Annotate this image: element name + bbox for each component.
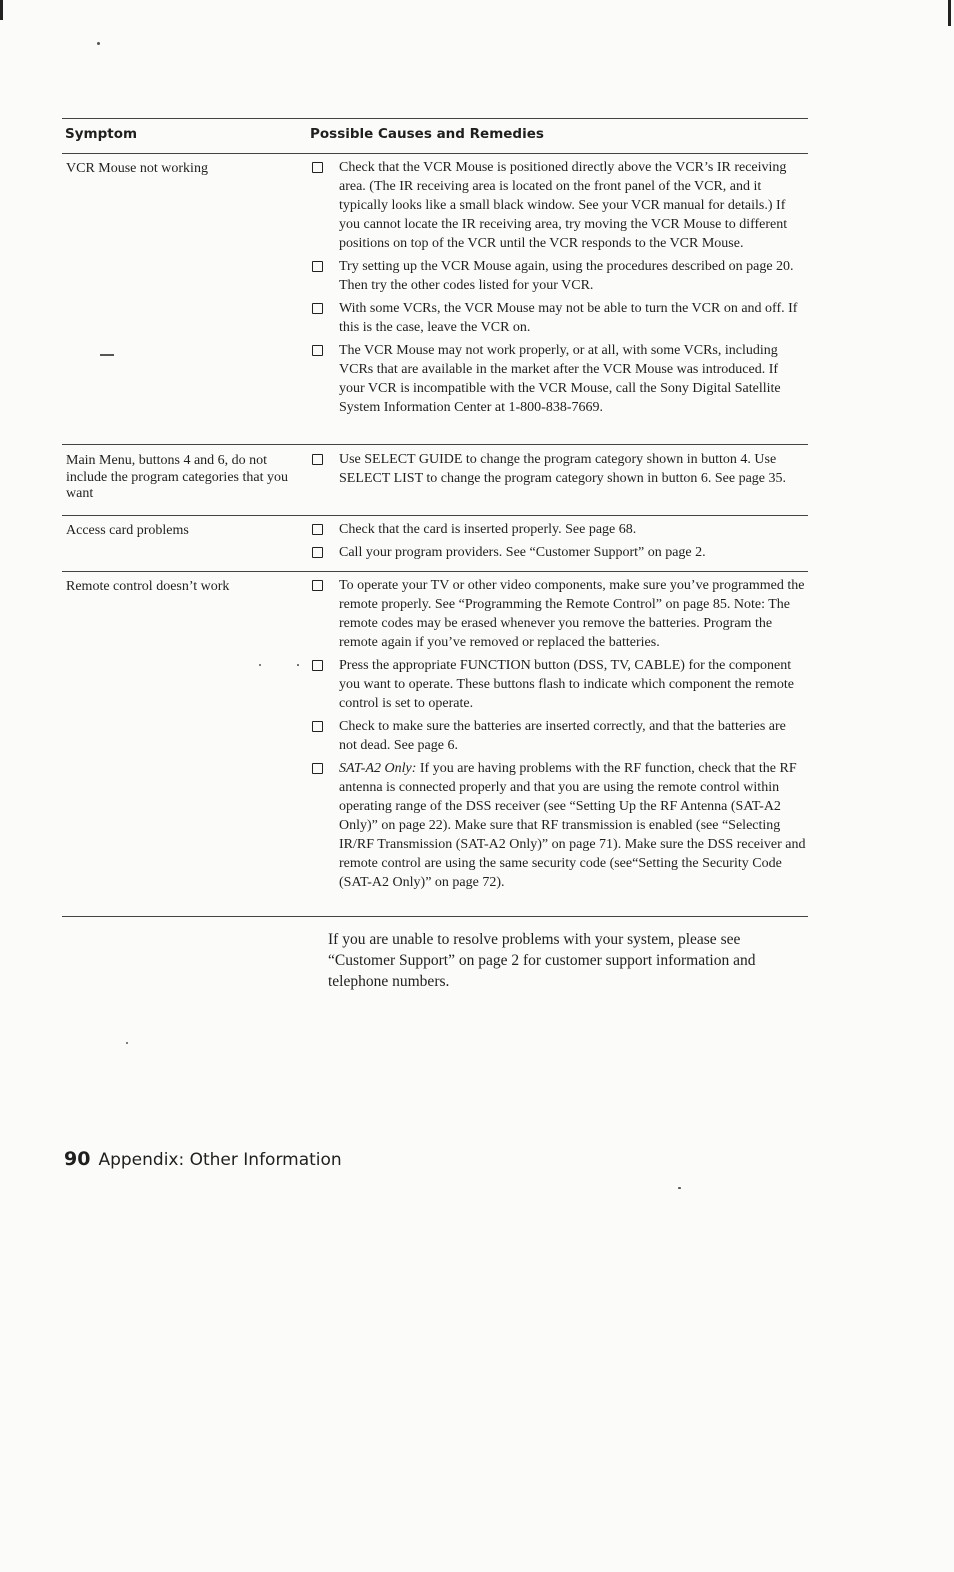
remedy-item [310, 717, 806, 755]
remedy-text: With some VCRs, the VCR Mouse may not be able to turn the VCR on and off. If this is the case, leave the VCR on. [339, 301, 798, 335]
checkbox-icon [312, 162, 323, 173]
row-divider [62, 515, 808, 516]
remedy-list [310, 520, 806, 566]
remedy-text: Use SELECT GUIDE to change the program category shown in button 4. Use SELECT LIST to change the program category shown in button 6. See page 35. [339, 452, 787, 486]
remedy-item [310, 520, 806, 539]
table-header [62, 126, 808, 150]
row-divider [62, 571, 808, 572]
symptom-text: Main Menu, buttons 4 and 6, do not include the program categories that you want [66, 453, 288, 501]
remedy-text: The VCR Mouse may not work properly, or at all, with some VCRs, including VCRs that are available in the market after the VCR Mouse was introduced. If your VCR is incompatible with the VCR Mouse, call the Sony Digital Satellite System Information Center at 1-800-838-7669. [339, 343, 781, 415]
checkbox-icon [312, 580, 323, 591]
checkbox-icon [312, 345, 323, 356]
closing-paragraph: If you are unable to resolve problems with your system, please see “Customer Support” on page 2 for customer support information and telephone numbers. [328, 931, 756, 990]
remedy-item [310, 759, 806, 892]
checkbox-icon [312, 261, 323, 272]
remedy-item [310, 450, 806, 488]
checkbox-icon [312, 660, 323, 671]
symptom-text: Access card problems [66, 523, 189, 538]
page-footer [64, 1148, 342, 1170]
remedy-text: Press the appropriate FUNCTION button (DSS, TV, CABLE) for the component you want to operate. These buttons flash to indicate which component the remote control is set to operate. [339, 658, 795, 711]
remedy-prefix: SAT-A2 Only: [339, 761, 417, 776]
remedy-list [310, 450, 806, 492]
page-number: 90 [64, 1148, 91, 1170]
remedy-item [310, 341, 806, 417]
remedy-list [310, 576, 806, 896]
table-bottom-rule [62, 916, 808, 917]
checkbox-icon [312, 524, 323, 535]
symptom-column-header: Symptom [65, 126, 138, 142]
checkbox-icon [312, 721, 323, 732]
scan-speck [126, 1042, 128, 1044]
remedy-text: Check that the card is inserted properly. See page 68. [339, 522, 637, 537]
scan-speck [97, 42, 100, 45]
section-title: Appendix: Other Information [98, 1150, 342, 1170]
checkbox-icon [312, 547, 323, 558]
remedy-item [310, 576, 806, 652]
remedies-column-header: Possible Causes and Remedies [310, 126, 544, 142]
scan-edge-mark [0, 0, 3, 20]
remedy-text: Check that the VCR Mouse is positioned directly above the VCR’s IR receiving area. (The IR receiving area is located on the front panel of the VCR, and it typically looks like a small black window. See your VCR manual for details.) If you cannot locate the IR receiving area, try moving the VCR Mouse to different positions on top of the VCR until the VCR responds to the VCR Mouse. [339, 160, 788, 251]
checkbox-icon [312, 454, 323, 465]
scan-speck [297, 664, 299, 666]
scan-speck [100, 354, 114, 356]
remedy-item [310, 543, 806, 562]
remedy-text: Call your program providers. See “Customer Support” on page 2. [339, 545, 706, 560]
remedy-text: If you are having problems with the RF function, check that the RF antenna is connected properly and that you are using the remote control within operating range of the DSS receiver (see “Setting Up the RF Antenna (SAT-A2 Only)” on page 22). Make sure that RF transmission is enabled (see “Selecting IR/RF Transmission (SAT-A2 Only)” on page 71). Make sure the DSS receiver and remote control are using the same security code (see“Setting the Security Code (SAT-A2 Only)” on page 72). [339, 761, 806, 890]
scan-speck [678, 1187, 681, 1189]
remedy-text: Try setting up the VCR Mouse again, using the procedures described on page 20. Then try the other codes listed for your VCR. [339, 259, 794, 293]
header-rule [62, 153, 808, 154]
scan-edge-mark-right [948, 0, 951, 26]
remedy-item [310, 299, 806, 337]
remedy-text: Check to make sure the batteries are inserted correctly, and that the batteries are not dead. See page 6. [339, 719, 786, 753]
checkbox-icon [312, 303, 323, 314]
scan-speck [259, 664, 261, 666]
symptom-text: VCR Mouse not working [66, 161, 208, 176]
remedy-text: To operate your TV or other video components, make sure you’ve programmed the remote properly. See “Programming the Remote Control” on page 85. Note: The remote codes may be erased whenever you remove the batteries. Program the remote again if you’ve removed or replaced the batteries. [339, 578, 805, 650]
remedy-item [310, 158, 806, 253]
table-top-rule [62, 118, 808, 119]
remedy-item [310, 257, 806, 295]
remedy-item [310, 656, 806, 713]
remedy-list [310, 158, 806, 421]
symptom-text: Remote control doesn’t work [66, 579, 230, 594]
row-divider [62, 444, 808, 445]
checkbox-icon [312, 763, 323, 774]
